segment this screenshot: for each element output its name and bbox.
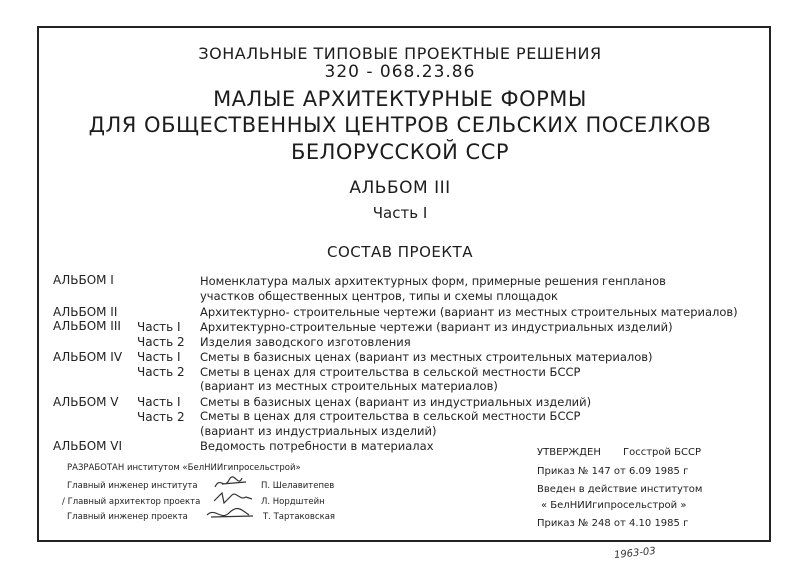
signer-role: Главный инженер института xyxy=(67,481,198,491)
part-label: Часть I xyxy=(137,350,181,364)
album-description: Номенклатура малых архитектурных форм, примерные решения генпланов xyxy=(200,274,666,288)
project-code: 320 - 068.23.86 xyxy=(324,62,476,82)
album-description: Изделия заводского изготовления xyxy=(200,335,411,349)
album-description: Архитектурно- строительные чертежи (вариант из местных строительных материалов) xyxy=(200,305,738,319)
album-description: участков общественных центров, типы и схемы площадок xyxy=(200,289,559,303)
sheet-stamp: 1963-03 xyxy=(613,545,657,562)
album-description: Сметы в ценах для строительства в сельской местности БССР xyxy=(200,409,581,423)
album-description: (вариант из индустриальных изделий) xyxy=(200,424,437,438)
part-label: Часть 2 xyxy=(137,365,185,379)
enacted-by: « БелНИИгипросельстрой » xyxy=(541,500,687,511)
project-title-line-1: МАЛЫЕ АРХИТЕКТУРНЫЕ ФОРМЫ xyxy=(213,87,587,111)
project-title-line-3: БЕЛОРУССКОЙ ССР xyxy=(290,140,510,164)
album-label: АЛЬБОМ I xyxy=(53,273,114,287)
signer-role: / Главный архитектор проекта xyxy=(62,497,201,507)
album-description: (вариант из местных строительных материалов) xyxy=(200,379,498,393)
signer-role: Главный инженер проекта xyxy=(67,512,188,522)
album-description: Архитектурно-строительные чертежи (вариант из индустриальных изделий) xyxy=(200,320,673,334)
album-title: АЛЬБОМ III xyxy=(349,178,451,198)
approved-by: Госстрой БССР xyxy=(623,447,702,458)
signature-mark xyxy=(205,505,257,523)
developer-heading: РАЗРАБОТАН институтом «БелНИИгипросельстрой» xyxy=(67,463,301,473)
album-description: Ведомость потребности в материалах xyxy=(200,439,434,453)
part-label: Часть 2 xyxy=(137,410,185,424)
album-description: Сметы в базисных ценах (вариант из местных строительных материалов) xyxy=(200,350,653,364)
part-label: Часть I xyxy=(137,395,181,409)
approved-label: УТВЕРЖДЕН xyxy=(537,447,601,458)
album-description: Сметы в базисных ценах (вариант из индустриальных изделий) xyxy=(200,395,592,409)
album-label: АЛЬБОМ II xyxy=(53,305,118,319)
series-title: ЗОНАЛЬНЫЕ ТИПОВЫЕ ПРОЕКТНЫЕ РЕШЕНИЯ xyxy=(198,44,602,63)
album-label: АЛЬБОМ VI xyxy=(53,439,123,453)
signer-name: Т. Тартаковская xyxy=(263,512,336,522)
approval-order: Приказ № 147 от 6.09 1985 г xyxy=(537,466,689,477)
album-label: АЛЬБОМ IV xyxy=(53,350,123,364)
album-label: АЛЬБОМ III xyxy=(53,319,121,333)
part-label: Часть I xyxy=(137,320,181,334)
enactment-order: Приказ № 248 от 4.10 1985 г xyxy=(537,518,689,529)
composition-heading: СОСТАВ ПРОЕКТА xyxy=(327,243,473,261)
part-title: Часть I xyxy=(372,204,428,222)
enacted-label: Введен в действие институтом xyxy=(537,484,703,495)
project-title-line-2: ДЛЯ ОБЩЕСТВЕННЫХ ЦЕНТРОВ СЕЛЬСКИХ ПОСЕЛКОВ xyxy=(88,113,712,137)
album-description: Сметы в ценах для строительства в сельской местности БССР xyxy=(200,365,581,379)
album-label: АЛЬБОМ V xyxy=(53,395,119,409)
signer-name: Л. Нордштейн xyxy=(261,497,325,507)
part-label: Часть 2 xyxy=(137,335,185,349)
signer-name: П. Шелавитепев xyxy=(261,481,335,491)
